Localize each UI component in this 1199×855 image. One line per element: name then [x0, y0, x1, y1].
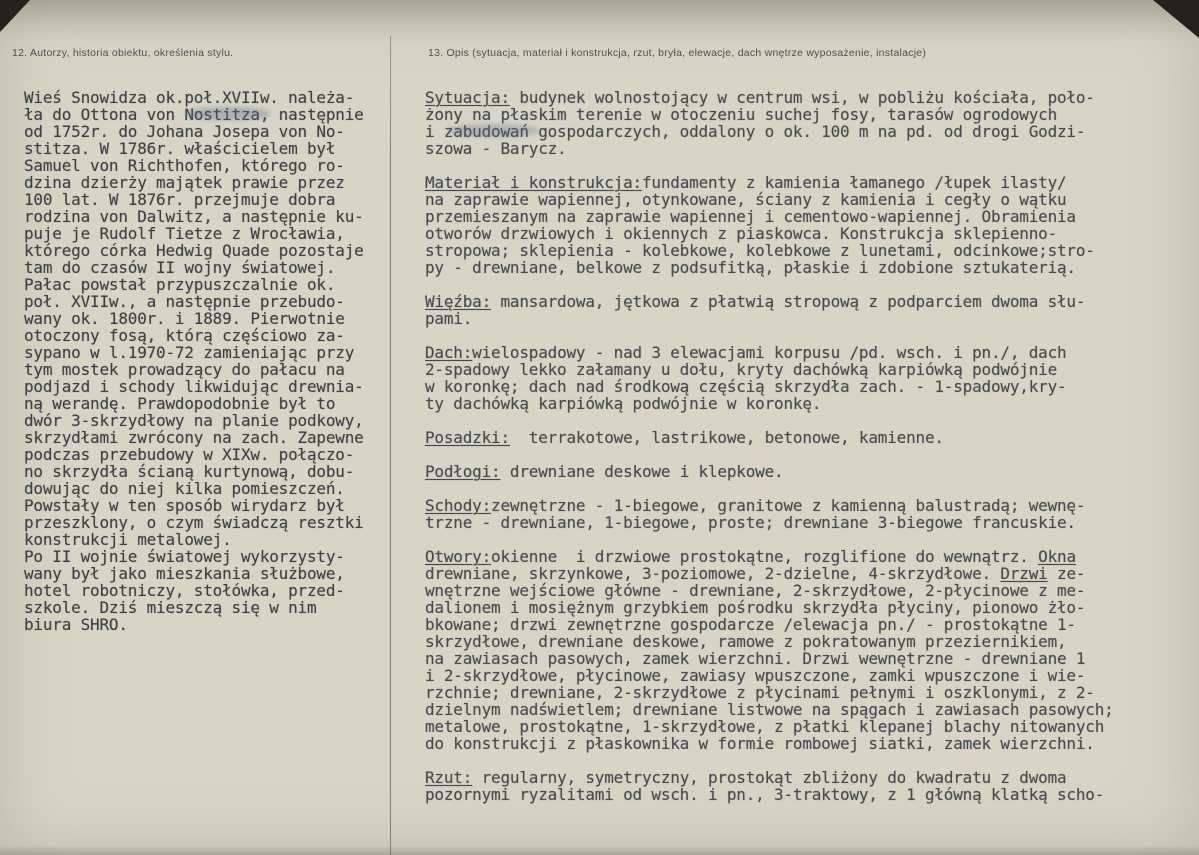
paragraph [425, 463, 1197, 480]
paragraph [425, 174, 1197, 276]
scan-corner-artifact [0, 0, 30, 32]
text-line: Dach:wielospadowy - nad 3 elewacjami korpusu /pd. wsch. i pn./, dach [425, 343, 1067, 362]
text-line: wany ok. 1800r. i 1889. Pierwotnie [24, 309, 345, 328]
paragraph [425, 429, 1197, 446]
text-line: dzielnym nadświetlem; drewniane listwowe na spągach i zawiasach pasowych; [425, 700, 1114, 719]
text-line: ła do Ottona von Nostitza, następnie [24, 105, 364, 124]
text-line: i 2-skrzydłowe, płycinowe, zawiasy wpuszczone, zamki wpuszczone i wie- [425, 666, 1086, 685]
text-line: tam do czasów II wojny światowej. [24, 258, 336, 277]
underlined-term: Otwory: [425, 547, 492, 566]
text-line: trzne - drewniane, 1-biegowe, proste; drewniane 3-biegowe francuskie. [425, 513, 1076, 532]
paragraph [425, 497, 1197, 531]
text-line: Więźba: mansardowa, jętkowa z płatwią stropową z podparciem dwoma słu- [425, 292, 1086, 311]
text-line: puje je Rudolf Tietze z Wrocławia, [24, 224, 345, 243]
text-line: ty dachówką karpiówką podwójnie w koronkę. [425, 394, 822, 413]
text-line: którego córka Hedwig Quade pozostaje [24, 241, 364, 260]
text-line: Posadzki: terrakotowe, lastrikowe, betonowe, kamienne. [425, 428, 944, 447]
text-line: dzina dzierży majątek prawie przez [24, 173, 345, 192]
underlined-term: Drzwi [1000, 564, 1048, 583]
left-column-text [24, 89, 390, 633]
text-line: stitza. W 1786r. właścicielem był [24, 139, 336, 158]
text-line: rzchnie; drewniane, 2-skrzydłowe z płycinami pełnymi i oszklonymi, z 2- [425, 683, 1095, 702]
text-line: wany był jako mieszkania służbowe, [24, 564, 345, 583]
right-section-header: 13. Opis (sytuacja, materiał i konstrukcja, rzut, bryła, elewacje, dach wnętrze wyposażenie, instalacje) [428, 47, 927, 59]
text-line: wnętrzne wejściowe główne - drewniane, 2-skrzydłowe, 2-płycinowe z me- [425, 581, 1086, 600]
text-line: Schody:zewnętrzne - 1-biegowe, granitowe z kamienną balustradą; wewnę- [425, 496, 1086, 515]
text-line: py - drewniane, belkowe z podsufitką, płaskie i zdobione sztukaterią. [425, 258, 1076, 277]
text-line: Sytuacja: budynek wolnostojący w centrum wsi, w pobliżu kościała, poło- [425, 88, 1095, 107]
text-line: pami. [425, 309, 473, 328]
text-line: biura SHRO. [24, 615, 128, 634]
paragraph [425, 548, 1197, 752]
text-line: Materiał i konstrukcja:fundamenty z kamienia łamanego /łupek ilasty/ [425, 173, 1067, 192]
underlined-term: Więźba: [425, 292, 492, 311]
paragraph [425, 89, 1197, 157]
text-line: Otwory:okienne i drzwiowe prostokątne, rozglifione do wewnątrz. Okna [425, 547, 1076, 566]
text-line: sypano w l.1970-72 zamieniając przy [24, 343, 355, 362]
text-line: na zaprawie wapiennej, otynkowane, ściany z kamienia i cegły o wątku [425, 190, 1067, 209]
underlined-term: Dach: [425, 343, 473, 362]
text-line: dwór 3-skrzydłowy na planie podkowy, [24, 411, 364, 430]
underlined-term: Rzut: [425, 768, 473, 787]
text-line: przeszklony, o czym świadczą resztki [24, 513, 364, 532]
underlined-term: Sytuacja: [425, 88, 510, 107]
text-line: skrzydłami zwrócony na zach. Zapewne [24, 428, 364, 447]
text-line: bkowane; drzwi zewnętrzne gospodarcze /elewacja pn./ - prostokątne 1- [425, 615, 1076, 634]
text-line: no skrzydła ścianą kurtynową, dobu- [24, 462, 355, 481]
text-line: drewniane, skrzynkowe, 3-poziomowe, 2-dzielne, 4-skrzydłowe. Drzwi ze- [425, 564, 1086, 583]
text-line: w koronkę; dach nad środkową częścią skrzydła zach. - 1-spadowy,kry- [425, 377, 1067, 396]
text-line: na zawiasach pasowych, zamek wierzchni. Drzwi wewnętrzne - drewniane 1 [425, 649, 1086, 668]
text-line: Powstały w ten sposób wirydarz był [24, 496, 345, 515]
underlined-term: Materiał i konstrukcja: [425, 173, 642, 192]
text-line: otoczony fosą, którą częściowo za- [24, 326, 345, 345]
text-line: otworów drzwiowych i okiennych z piaskowca. Konstrukcja sklepienno- [425, 224, 1057, 243]
text-line: Wieś Snowidza ok.poł.XVIIw. należa- [24, 88, 355, 107]
text-line: pozornymi ryzalitami od wsch. i pn., 3-traktowy, z 1 główną klatką scho- [425, 785, 1105, 804]
text-line: podczas przebudowy w XIXw. połączo- [24, 445, 355, 464]
underlined-term: Okna [1038, 547, 1076, 566]
column-divider [390, 36, 391, 855]
underlined-term: Posadzki: [425, 428, 510, 447]
text-line: szowa - Barycz. [425, 139, 567, 158]
text-line: tym mostek prowadzący do pałacu na [24, 360, 345, 379]
text-line: dalionem i mosiężnym grzybkiem pośrodku skrzydła płyciny, pionowo żło- [425, 598, 1086, 617]
text-line: od 1752r. do Johana Josepa von No- [24, 122, 345, 141]
text-line: żony na płaskim terenie w otoczeniu suchej fosy, tarasów ogrodowych [425, 105, 1057, 124]
text-line: i zabudowań gospodarczych, oddalony o ok. 100 m na pd. od drogi Godzi- [425, 122, 1086, 141]
text-line: Podłogi: drewniane deskowe i klepkowe. [425, 462, 784, 481]
text-line: hotel robotniczy, stołówka, przed- [24, 581, 345, 600]
text-line: rodzina von Dalwitz, a następnie ku- [24, 207, 364, 226]
text-line: skrzydłowe, drewniane deskowe, ramowe z pokratowanym przeziernikiem, [425, 632, 1067, 651]
text-line: poł. XVIIw., a następnie przebudo- [24, 292, 345, 311]
text-line: Pałac powstał przypuszczalnie ok. [24, 275, 336, 294]
text-line: do konstrukcji z płaskownika w formie rombowej siatki, zamek wierzchni. [425, 734, 1095, 753]
underlined-term: Podłogi: [425, 462, 501, 481]
text-line: 100 lat. W 1876r. przejmuje dobra [24, 190, 336, 209]
scan-corner-artifact [1153, 0, 1199, 38]
underlined-term: Schody: [425, 496, 492, 515]
paragraph [425, 344, 1197, 412]
text-line: 2-spadowy lekko załamany u dołu, kryty dachówką karpiówką podwójnie [425, 360, 1057, 379]
text-line: dowując do niej kilka pomieszczeń. [24, 479, 345, 498]
text-line: Samuel von Richthofen, którego ro- [24, 156, 345, 175]
right-column-text [425, 89, 1197, 803]
text-line: stropowa; sklepienia - kolebkowe, kolebkowe z lunetami, odcinkowe;stro- [425, 241, 1095, 260]
paragraph [425, 769, 1197, 803]
text-line: przemieszanym na zaprawie wapiennej i cementowo-wapiennej. Obramienia [425, 207, 1076, 226]
text-line: konstrukcji metalowej. [24, 530, 232, 549]
left-section-header: 12. Autorzy, historia obiektu, określenia stylu. [12, 47, 234, 59]
text-line: Rzut: regularny, symetryczny, prostokąt zbliżony do kwadratu z dwoma [425, 768, 1067, 787]
text-line: szkole. Dziś mieszczą się w nim [24, 598, 317, 617]
text-line: podjazd i schody likwidując drewnia- [24, 377, 364, 396]
text-line: metalowe, prostokątne, 1-skrzydłowe, z płatki klepanej blachy nitowanych [425, 717, 1105, 736]
text-line: Po II wojnie światowej wykorzysty- [24, 547, 345, 566]
paragraph [425, 293, 1197, 327]
text-line: ną werandę. Prawdopodobnie był to [24, 394, 336, 413]
